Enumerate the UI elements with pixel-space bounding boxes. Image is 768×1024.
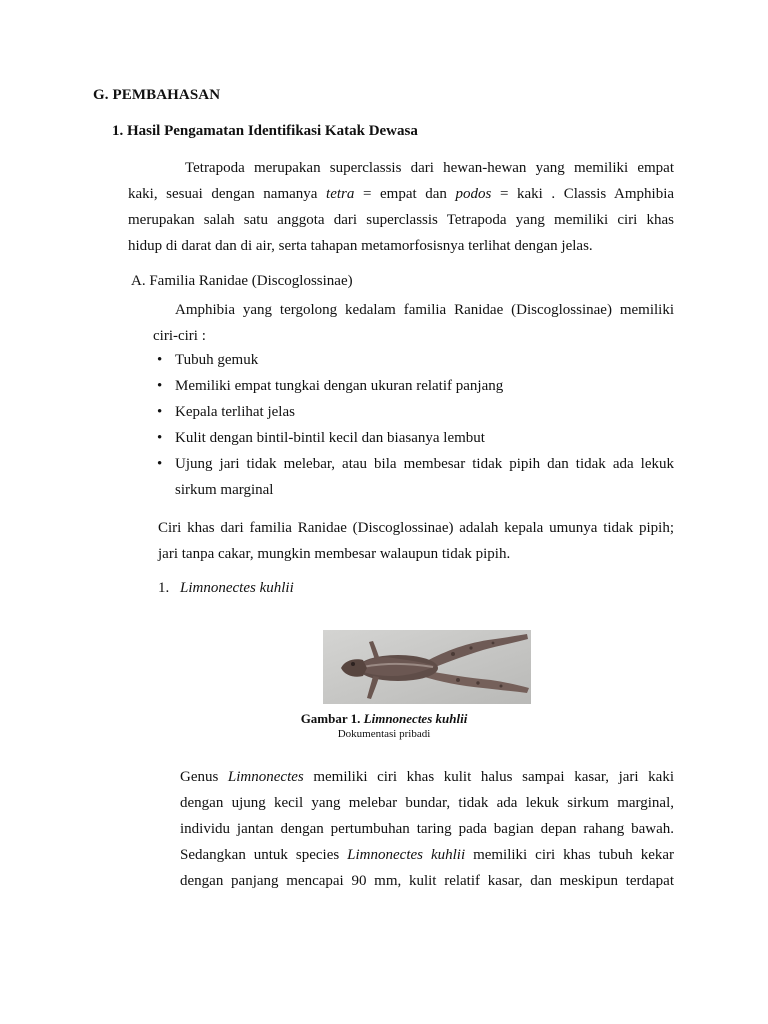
bullet-icon: • [157, 378, 163, 394]
bullet-icon: • [157, 404, 163, 420]
term-tetra: tetra [326, 186, 355, 202]
species-name: Limnonectes kuhlii [180, 580, 294, 596]
familia-heading: A. Familia Ranidae (Discoglossinae) [131, 273, 353, 289]
frog-illustration [323, 630, 531, 704]
section-heading: G. PEMBAHASAN [93, 87, 221, 103]
ciri-line-1: Ciri khas dari familia Ranidae (Discoglossinae) adalah kepala umunya tidak pipih; [158, 520, 674, 536]
familia-intro [153, 297, 674, 349]
bullet-icon: • [157, 430, 163, 446]
list-item: • Kulit dengan bintil-bintil kecil dan biasanya lembut [155, 425, 674, 451]
genus-line-5: dengan panjang mencapai 90 mm, kulit relatif kasar, dan meskipun terdapat [180, 873, 674, 889]
intro-line-3: merupakan salah satu anggota dari superclassis Tetrapoda yang memiliki ciri khas [128, 212, 674, 228]
list-item: • Ujung jari tidak melebar, atau bila membesar tidak pipih dan tidak ada lekuk sirkum marginal [155, 451, 674, 503]
genus-paragraph [180, 764, 674, 894]
list-item: • Memiliki empat tungkai dengan ukuran relatif panjang [155, 373, 674, 399]
familia-line-1: Amphibia yang tergolong kedalam familia Ranidae (Discoglossinae) memiliki [175, 302, 674, 318]
genus-name: Limnonectes [227, 769, 304, 785]
frog-photo [323, 630, 531, 704]
figure-caption-name: Limnonectes kuhlii [363, 711, 468, 726]
figure-caption-source: Dokumentasi pribadi [337, 728, 431, 740]
familia-characteristic-paragraph [158, 515, 674, 567]
list-item: • Kepala terlihat jelas [155, 399, 674, 425]
list-item: • Tubuh gemuk [155, 347, 674, 373]
species-heading: 1. Limnonectes kuhlii [158, 580, 294, 596]
characteristics-list [155, 347, 674, 503]
intro-line-4: hidup di darat dan di air, serta tahapan metamorfosisnya terlihat dengan jelas. [128, 238, 593, 254]
term-podos: podos [455, 186, 492, 202]
intro-paragraph [128, 155, 674, 259]
bullet-icon: • [157, 456, 163, 472]
subsection-heading: 1. Hasil Pengamatan Identifikasi Katak Dewasa [112, 123, 418, 139]
intro-line-2: kaki, sesuai dengan namanya tetra = empat dan podos = kaki . Classis Amphibia [128, 186, 675, 202]
bullet-icon: • [157, 352, 163, 368]
familia-line-2: ciri-ciri : [153, 328, 206, 344]
genus-line-4: Sedangkan untuk species Limnonectes kuhlii memiliki ciri khas tubuh kekar [180, 847, 674, 863]
ciri-line-2: jari tanpa cakar, mungkin membesar walaupun tidak pipih. [158, 546, 511, 562]
intro-line-1: Tetrapoda merupakan superclassis dari hewan-hewan yang memiliki empat [185, 160, 674, 176]
figure-caption: Gambar 1. Limnonectes kuhlii [300, 711, 468, 726]
genus-line-2: dengan ujung kecil yang melebar bundar, tidak ada lekuk sirkum marginal, [180, 795, 674, 811]
genus-line-1: Genus Limnonectes memiliki ciri khas kulit halus sampai kasar, jari kaki [180, 769, 674, 785]
species-name-inline: Limnonectes kuhlii [347, 847, 466, 863]
genus-line-3: individu jantan dengan pertumbuhan taring pada bagian depan rahang bawah. [180, 821, 674, 837]
